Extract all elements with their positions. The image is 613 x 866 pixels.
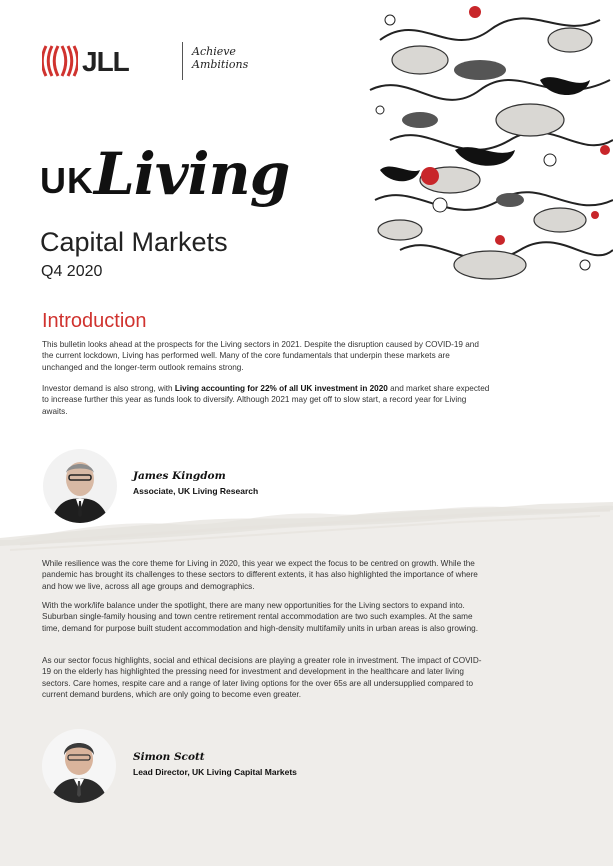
logo-divider: [182, 42, 183, 80]
author-1-portrait-icon: [43, 449, 117, 523]
author-2-portrait-icon: [42, 729, 116, 803]
page-subtitle: Capital Markets: [40, 227, 228, 257]
author-1-name: James Kingdom: [133, 470, 226, 482]
jll-logo-mark-icon: [42, 42, 78, 80]
intro-paragraph-1: This bulletin looks ahead at the prospects for the Living sectors in 2021. Despite the disruption caused by COVID-19 and the current lockdown, Living has performed well. Many of the core fundamentals that underpin these markets are unchanged and the longer-term outlook remains strong.: [42, 340, 479, 372]
body-paragraph-2: With the work/life balance under the spotlight, there are many new opportunities for the Living sectors to expand into. Suburban single-family housing and town centre retirement rental accommodation are two such examples. At the same time, demand for purpose built student accommodation and high-density multifamily units in urban areas is also growing.: [42, 601, 478, 633]
logo-wordmark: JLL: [82, 46, 129, 77]
introduction-heading: Introduction: [42, 310, 147, 332]
intro-paragraph-2-end: and market share expected to increase further this year as funds look to diversify. Although 2021 may get off to slow start, a record year for Living awaits.: [42, 384, 490, 416]
title-script-word: Living: [94, 140, 290, 208]
intro-paragraph-2: [42, 383, 490, 417]
decorative-illustration: [360, 0, 613, 300]
intro-paragraph-2-start: Investor demand is also strong, with: [42, 384, 175, 393]
author-1-role: Associate, UK Living Research: [133, 486, 259, 496]
intro-paragraph-2-highlight: Living accounting for 22% of all UK investment in 2020: [174, 384, 388, 393]
body-paragraph-3: As our sector focus highlights, social and ethical decisions are playing a greater role in investment. The impact of COVID-19 on the elderly has highlighted the pressing need for investment and development in the healthcare and later living sectors. Care homes, respite care and a range of later living options for the over 65s are all undersupplied compared to current demand burdens, which are only going to become even greater.: [42, 656, 482, 700]
author-2-role: Lead Director, UK Living Capital Markets: [133, 767, 297, 777]
body-paragraph-1: While resilience was the core theme for Living in 2020, this year we expect the focus to be centred on growth. While the pandemic has brought its challenges to these sectors to different extents, it has also highlighted the importance of where and how we live, across all age groups and demographics.: [42, 559, 478, 591]
author-2-name: Simon Scott: [133, 751, 205, 763]
logo-tagline: Achieve Ambitions: [192, 45, 249, 71]
title-prefix: UK: [40, 160, 94, 201]
author-1-avatar: [43, 449, 117, 523]
report-quarter: Q4 2020: [41, 263, 103, 280]
author-2-avatar: [42, 729, 116, 803]
